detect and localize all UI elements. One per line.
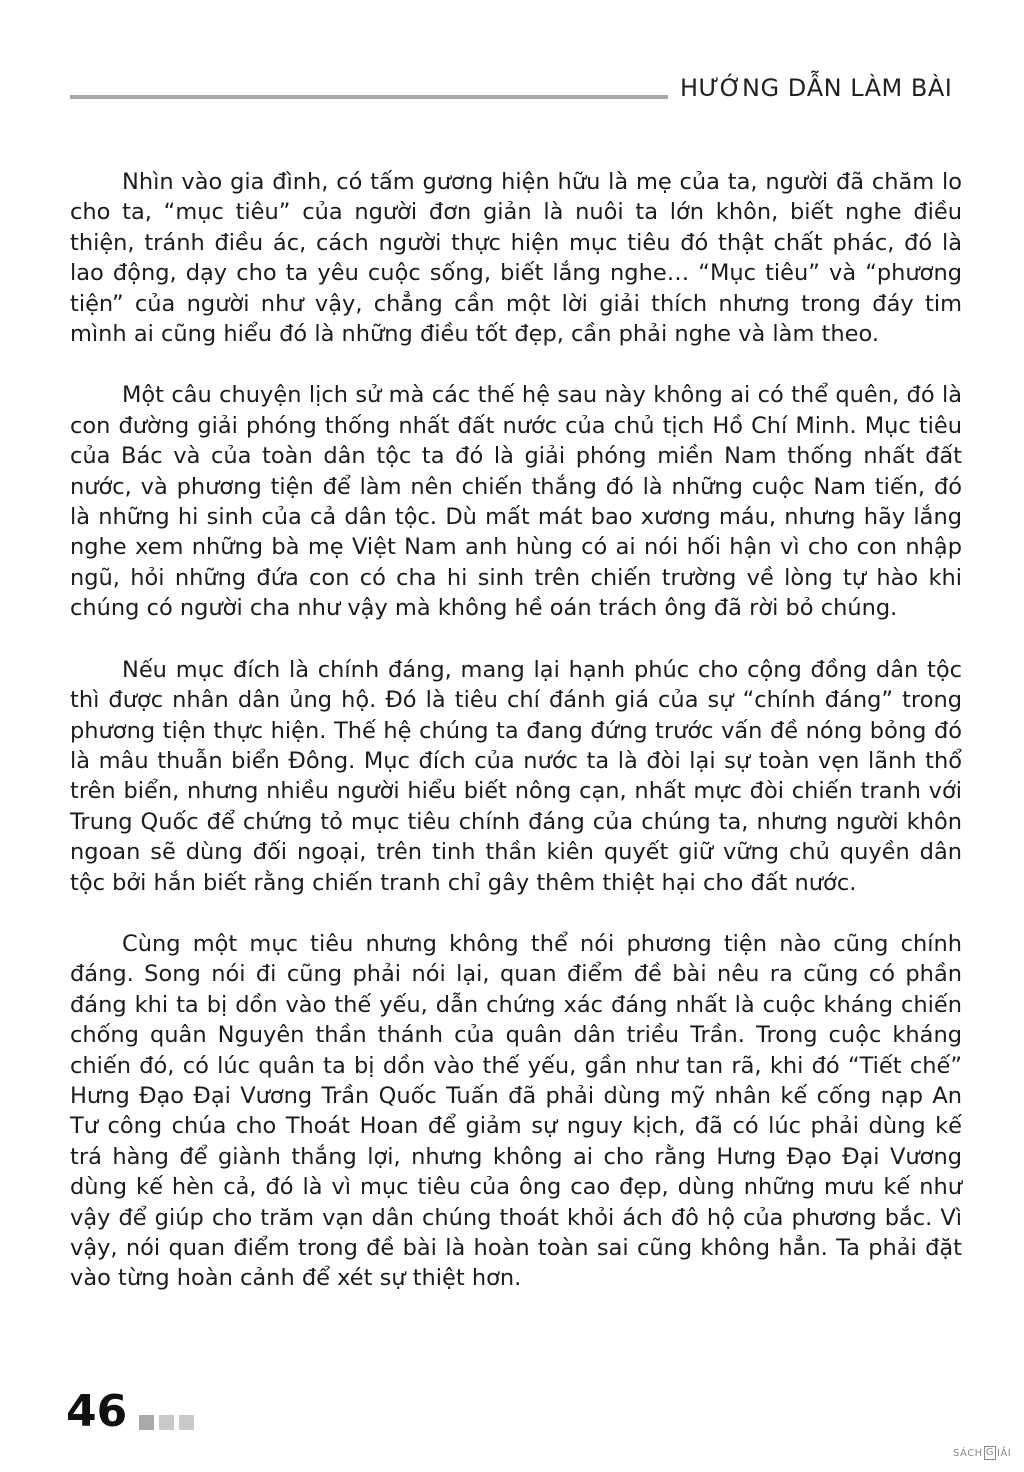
page-number: 46 — [66, 1386, 128, 1437]
footer-decoration — [139, 1415, 194, 1430]
watermark-boxed-letter: G — [985, 1447, 994, 1458]
footer-square-icon — [159, 1415, 174, 1430]
watermark-text-right: IẢI — [996, 1447, 1012, 1459]
watermark-text-left: SÁCH — [953, 1447, 983, 1459]
paragraph: Nhìn vào gia đình, có tấm gương hiện hữu là mẹ của ta, người đã chăm lo cho ta, “mục tiêu” của người đơn giản là nuôi ta lớn khôn, biết nghe điều thiện, tránh điều ác, cách người thực hiện mục tiêu đó thật chất phác, đó là lao động, dạy cho ta yêu cuộc sống, biết lắng nghe… “Mục tiêu” và “phương tiện” của người như vậy, chẳng cần một lời giải thích nhưng trong đáy tim mình ai cũng hiểu đó là những điều tốt đẹp, cần phải nghe và làm theo. — [70, 169, 962, 348]
paragraph: Nếu mục đích là chính đáng, mang lại hạnh phúc cho cộng đồng dân tộc thì được nhân dân ủng hộ. Đó là tiêu chí đánh giá của sự “chính đáng” trong phương tiện thực hiện. Thế hệ chúng ta đang đứng trước vấn đề nóng bỏng đó là mâu thuẫn biển Đông. Mục đích của nước ta là đòi lại sự toàn vẹn lãnh thổ trên biển, nhưng nhiều người hiểu biết nông cạn, nhất mực đòi chiến tranh với Trung Quốc để chứng tỏ mục tiêu chính đáng của chúng ta, nhưng người khôn ngoan sẽ dùng đối ngoại, trên tinh thần kiên quyết giữ vững chủ quyền dân tộc bởi hắn biết rằng chiến tranh chỉ gây thêm thiệt hại cho đất nước. — [70, 656, 962, 896]
footer-square-icon — [139, 1415, 154, 1430]
header-rule — [70, 95, 668, 99]
footer-square-icon — [179, 1415, 194, 1430]
section-header-title: HƯỚNG DẪN LÀM BÀI — [680, 74, 953, 102]
paragraph: Một câu chuyện lịch sử mà các thế hệ sau này không ai có thể quên, đó là con đường giải phóng thống nhất đất nước của chủ tịch Hồ Chí Minh. Mục tiêu của Bác và của toàn dân tộc ta đó là giải phóng miền Nam thống nhất đất nước, và phương tiện để làm nên chiến thắng đó là những cuộc Nam tiến, đó là những hi sinh của cả dân tộc. Dù mất mát bao xương máu, nhưng hãy lắng nghe xem những bà mẹ Việt Nam anh hùng có ai nói hối hận vì cho con nhập ngũ, hỏi những đứa con có cha hi sinh trên chiến trường về lòng tự hào khi chúng có người cha như vậy mà không hề oán trách ông đã rời bỏ chúng. — [70, 382, 962, 622]
body-text — [70, 167, 962, 1325]
page-footer — [66, 1382, 194, 1437]
watermark-logo — [953, 1446, 1011, 1460]
paragraph: Cùng một mục tiêu nhưng không thể nói phương tiện nào cũng chính đáng. Song nói đi cũng phải nói lại, quan điểm đề bài nêu ra cũng có phần đáng khi ta bị dồn vào thế yếu, dẫn chứng xác đáng nhất là cuộc kháng chiến chống quân Nguyên thần thánh của quân dân triều Trần. Trong cuộc kháng chiến đó, có lúc quân ta bị dồn vào thế yếu, gần như tan rã, khi đó “Tiết chế” Hưng Đạo Đại Vương Trần Quốc Tuấn đã phải dùng mỹ nhân kế cống nạp An Tư công chúa cho Thoát Hoan để giảm sự nguy kịch, đã có lúc phải dùng kế trá hàng để giành thắng lợi, nhưng không ai cho rằng Hưng Đạo Đại Vương dùng kế hèn cả, đó là vì mục tiêu của ông cao đẹp, dùng những mưu kế như vậy để giúp cho trăm vạn dân chúng thoát khỏi ách đô hộ của phương bắc. Vì vậy, nói quan điểm trong đề bài là hoàn toàn sai cũng không hẳn. Ta phải đặt vào từng hoàn cảnh để xét sự thiệt hơn. — [70, 930, 962, 1292]
